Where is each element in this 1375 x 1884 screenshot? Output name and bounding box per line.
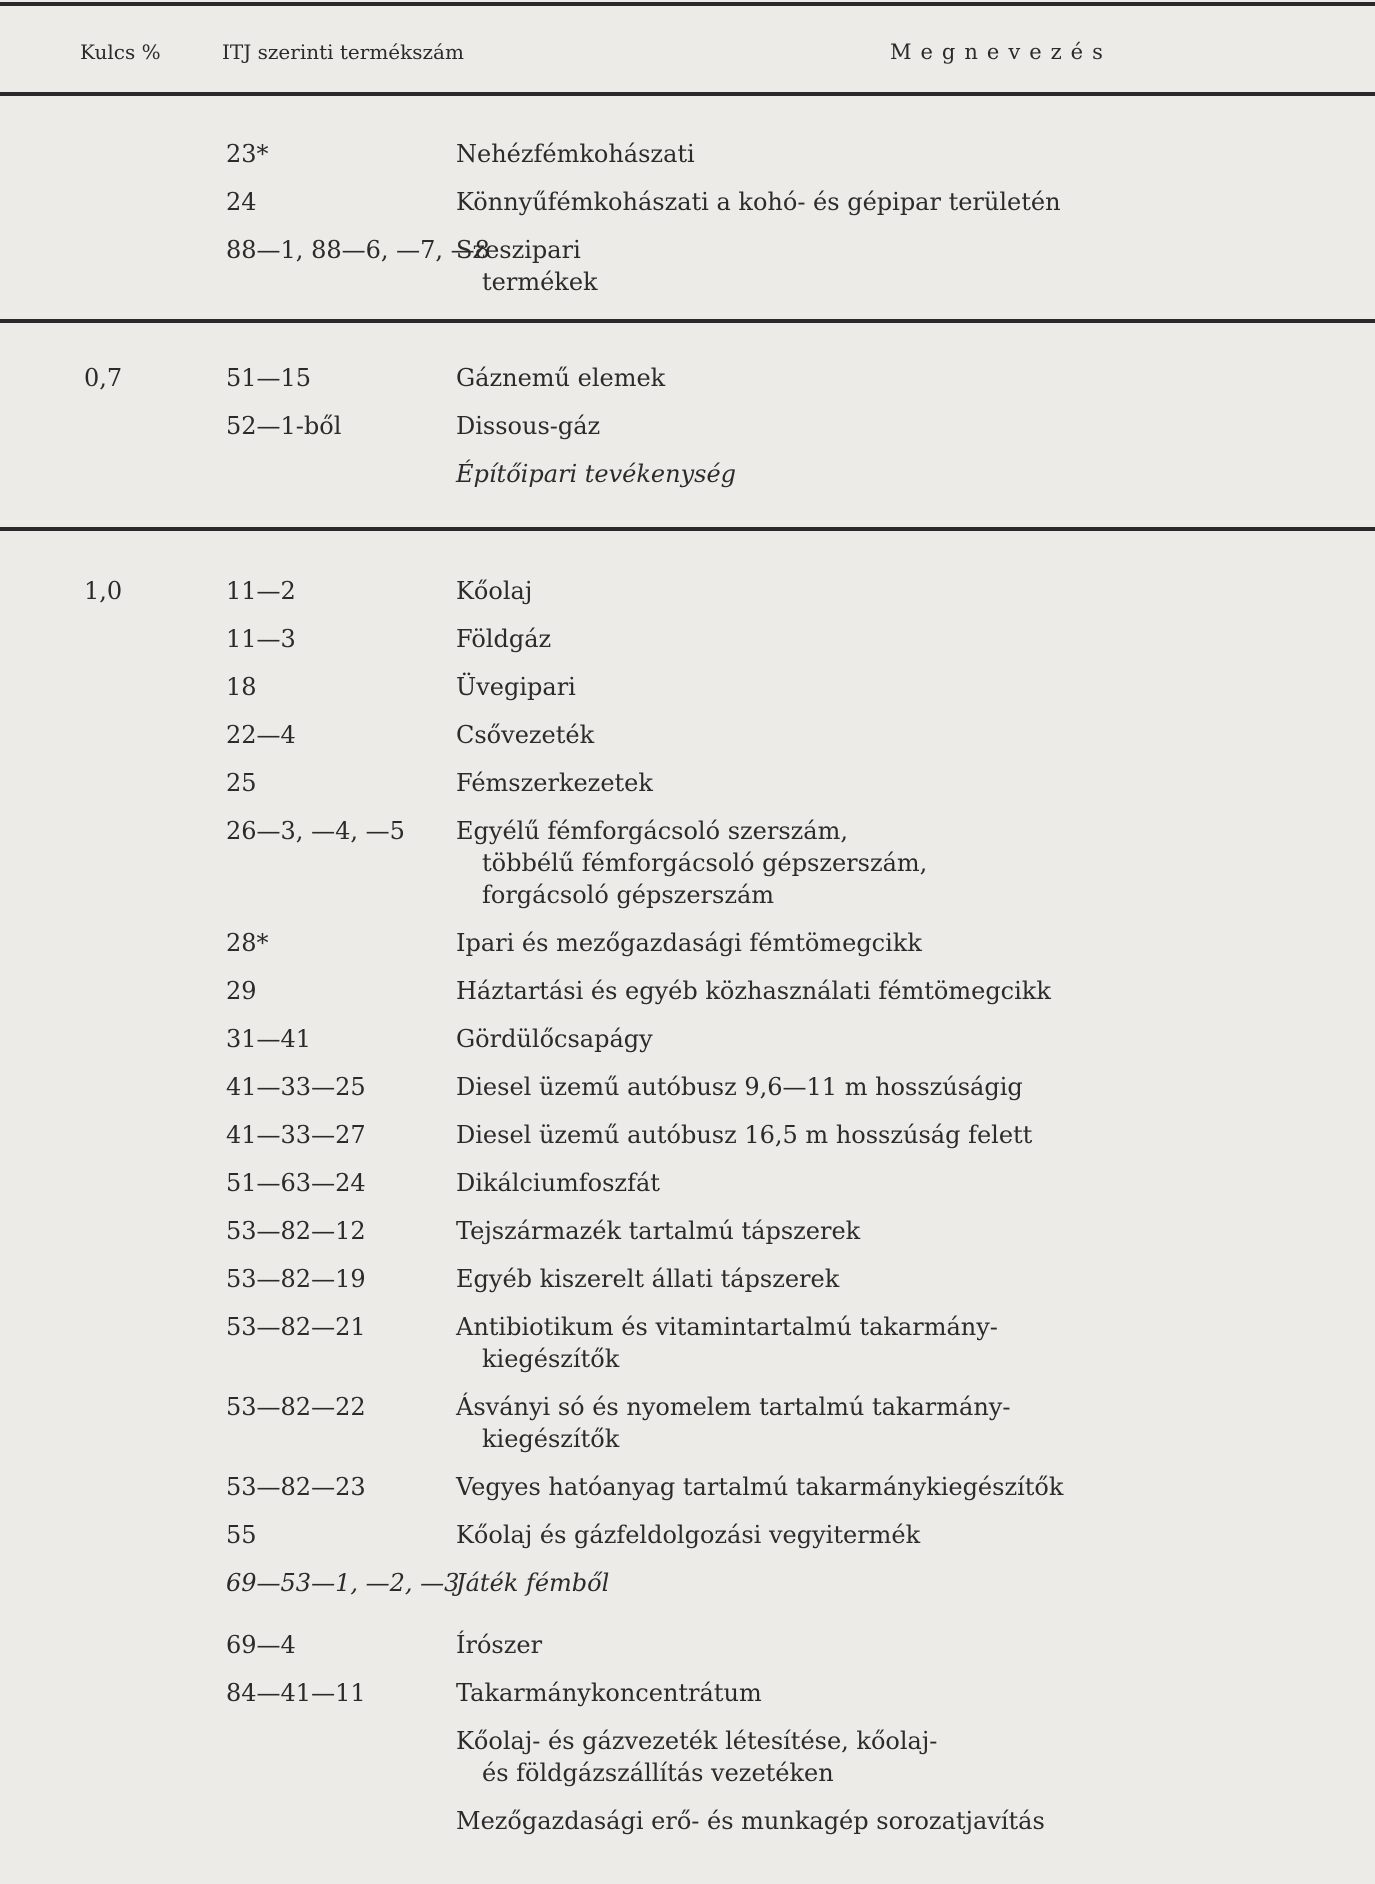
product-name [456,1303,1131,1383]
name-line: Takarmánykoncentrátum [456,1679,762,1707]
product-name [456,450,1131,498]
table-row [0,1383,1375,1463]
product-code: 84—41—11 [226,1679,366,1707]
table-row [0,354,1375,402]
product-name [456,1159,1131,1207]
product-code: 69—53—1, —2, —3 [226,1569,460,1597]
product-code: 24 [226,188,257,216]
product-code: 29 [226,977,257,1005]
product-code: 51—63—24 [226,1169,366,1197]
table-row [0,178,1375,226]
name-line: és földgázszállítás vezetéken [482,1759,834,1787]
section-rule-1 [0,319,1375,323]
rate-key: 0,7 [84,364,123,392]
header-rule [0,92,1375,96]
section-2 [0,354,1375,498]
product-code: 41—33—25 [226,1073,366,1101]
table-row [0,1797,1375,1845]
table-row [0,1207,1375,1255]
name-line: kiegészítők [482,1425,620,1453]
row-list [0,354,1375,498]
product-name [456,1511,1131,1559]
name-line: Üvegipari [456,673,576,701]
top-rule [0,2,1375,6]
product-code: 51—15 [226,364,312,392]
table-row [0,1255,1375,1303]
product-code: 31—41 [226,1025,312,1053]
name-line: Könnyűfémkohászati a kohó- és gépipar területén [456,188,1061,216]
table-row [0,1063,1375,1111]
table-row [0,1621,1375,1669]
column-header-code: ITJ szerinti termékszám [222,40,464,64]
table-row [0,807,1375,919]
name-line: Tejszármazék tartalmú tápszerek [456,1217,861,1245]
table-row [0,130,1375,178]
table-row [0,1717,1375,1797]
product-code: 53—82—12 [226,1217,366,1245]
name-line: Kőolaj- és gázvezeték létesítése, kőolaj- [456,1727,938,1755]
product-code: 88—1, 88—6, —7, —8 [226,236,490,264]
rate-key: 1,0 [84,577,123,605]
product-name [456,711,1131,759]
table-row [0,1303,1375,1383]
product-code: 41—33—27 [226,1121,366,1149]
table-row [0,567,1375,615]
product-code: 26—3, —4, —5 [226,817,405,845]
product-name [456,759,1131,807]
table-row [0,1111,1375,1159]
name-line: Földgáz [456,625,552,653]
product-code: 18 [226,673,257,701]
name-line: Gáznemű elemek [456,364,666,392]
name-line: kiegészítők [482,1345,620,1373]
product-name [456,354,1131,402]
product-name [456,1111,1131,1159]
name-line: Diesel üzemű autóbusz 9,6—11 m hosszúságig [456,1073,1023,1101]
product-code [0,450,456,498]
product-name [456,1797,1131,1845]
product-code: 11—3 [226,625,296,653]
product-name [456,226,1131,306]
name-line: Egyéb kiszerelt állati tápszerek [456,1265,840,1293]
product-name [456,130,1131,178]
name-line: Nehézfémkohászati [456,140,695,168]
name-line: Játék fémből [456,1569,610,1597]
product-code: 11—2 [226,577,296,605]
name-line: Ipari és mezőgazdasági fémtömegcikk [456,929,922,957]
name-line: Ásványi só és nyomelem tartalmú takarmány- [456,1393,1011,1421]
product-name [456,615,1131,663]
product-name [456,1383,1131,1463]
product-name [456,1015,1131,1063]
product-name [456,178,1131,226]
table-row [0,711,1375,759]
table-row [0,1015,1375,1063]
name-line: termékek [482,268,598,296]
product-name [456,1559,1131,1621]
name-line: Kőolaj [456,577,533,605]
product-code: 53—82—19 [226,1265,366,1293]
table-row [0,967,1375,1015]
section-3 [0,567,1375,1845]
name-line: Csővezeték [456,721,595,749]
name-line: Kőolaj és gázfeldolgozási vegyitermék [456,1521,921,1549]
product-code: 53—82—21 [226,1313,366,1341]
name-line: Dikálciumfoszfát [456,1169,660,1197]
column-header-name: Megnevezés [890,40,1112,64]
product-code [0,1797,456,1845]
name-line: Építőipari tevékenység [456,460,737,488]
product-code: 28* [226,929,269,957]
section-rule-2 [0,527,1375,531]
product-name [456,1063,1131,1111]
table-row [0,450,1375,498]
table-row [0,226,1375,306]
product-code: 53—82—23 [226,1473,366,1501]
name-line: Szeszipari [456,236,581,264]
product-name [456,663,1131,711]
name-line: Háztartási és egyéb közhasználati fémtömegcikk [456,977,1051,1005]
name-line: forgácsoló gépszerszám [482,881,775,909]
product-name [456,402,1131,450]
table-row [0,663,1375,711]
name-line: Írószer [456,1631,543,1659]
name-line: Egyélű fémforgácsoló szerszám, [456,817,848,845]
product-code: 52—1-ből [226,412,342,440]
product-name [456,919,1131,967]
product-code: 55 [226,1521,257,1549]
product-name [456,567,1131,615]
table-row [0,1511,1375,1559]
product-name [456,807,1131,919]
section-1 [0,130,1375,306]
row-list [0,130,1375,306]
name-line: Mezőgazdasági erő- és munkagép sorozatjavítás [456,1807,1045,1835]
product-name [456,1621,1131,1669]
column-header-key: Kulcs % [80,40,161,64]
table-row [0,615,1375,663]
name-line: Fémszerkezetek [456,769,653,797]
table-row [0,759,1375,807]
product-name [456,1717,1131,1797]
product-code: 69—4 [226,1631,296,1659]
table-row [0,402,1375,450]
row-list [0,567,1375,1845]
product-name [456,1463,1131,1511]
name-line: Vegyes hatóanyag tartalmú takarmánykiegészítők [456,1473,1064,1501]
product-code [0,1717,456,1797]
product-name [456,1207,1131,1255]
product-name [456,1669,1131,1717]
name-line: többélű fémforgácsoló gépszerszám, [482,849,928,877]
name-line: Antibiotikum és vitamintartalmú takarmány- [456,1313,998,1341]
product-code: 22—4 [226,721,296,749]
product-name [456,967,1131,1015]
table-row [0,1159,1375,1207]
name-line: Gördülőcsapágy [456,1025,653,1053]
table-row [0,1559,1375,1621]
product-code: 23* [226,140,269,168]
product-code: 25 [226,769,257,797]
name-line: Dissous-gáz [456,412,601,440]
table-row [0,919,1375,967]
product-code: 53—82—22 [226,1393,366,1421]
table-row [0,1669,1375,1717]
table-row [0,1463,1375,1511]
product-name [456,1255,1131,1303]
name-line: Diesel üzemű autóbusz 16,5 m hosszúság felett [456,1121,1033,1149]
